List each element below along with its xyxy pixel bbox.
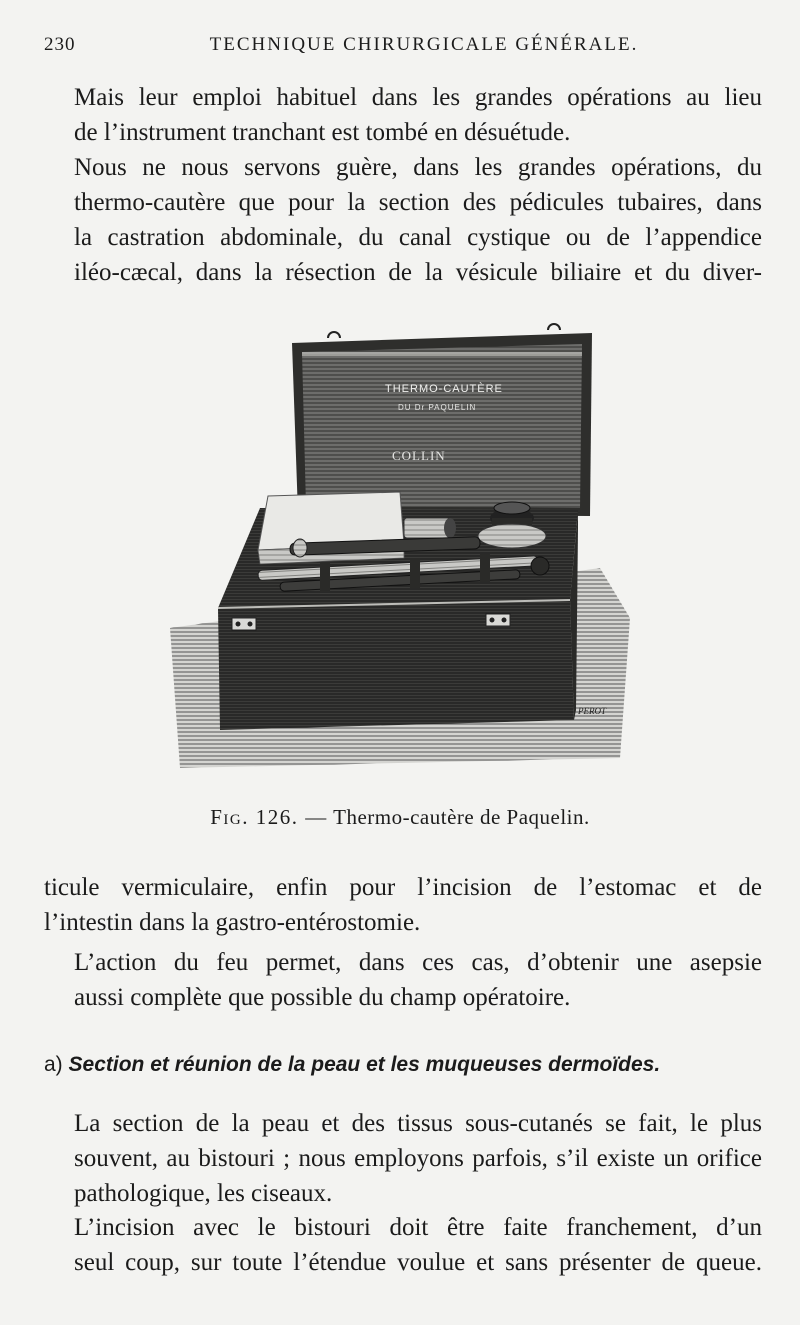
section-heading	[44, 1053, 774, 1077]
paragraph-3	[44, 870, 762, 940]
latch-left	[232, 618, 256, 630]
lid-lining	[302, 344, 582, 508]
text-line: Nous ne nous servons guère, dans les grandes opérations, du	[74, 154, 762, 181]
page-number: 230	[44, 34, 76, 55]
text-line: L’incision avec le bistouri doit être faite franchement, d’un	[74, 1214, 762, 1241]
lid-hinge-ring	[548, 324, 560, 330]
latch-right	[486, 614, 510, 626]
case-front	[218, 600, 574, 730]
section-title: Section et réunion de la peau et les muqueuses dermoïdes.	[68, 1053, 661, 1076]
figure-caption	[0, 805, 800, 830]
paragraph-5	[44, 1106, 762, 1211]
lid-title: THERMO-CAUTÈRE	[385, 383, 503, 395]
lid-maker: COLLIN	[392, 448, 446, 463]
text-line: seul coup, sur toute l’étendue voulue et sans présenter de queue.	[74, 1249, 762, 1276]
paragraph-1	[44, 80, 762, 150]
text-line: Mais leur emploi habituel dans les grandes opérations au lieu	[74, 84, 762, 111]
text-line: aussi complète que possible du champ opératoire.	[74, 984, 571, 1011]
lid-hinge-ring	[328, 332, 340, 338]
section-label: a)	[44, 1053, 63, 1076]
text-line: thermo-cautère que pour la section des pédicules tubaires, dans	[74, 189, 762, 216]
thermo-cautery-engraving	[160, 318, 640, 788]
lid-subtitle: DU Dr PAQUELIN	[398, 403, 477, 412]
text-line: iléo-cæcal, dans la résection de la vésicule biliaire et du diver-	[74, 259, 762, 286]
paragraph-2	[44, 150, 762, 290]
paragraph-6	[44, 1210, 762, 1280]
paragraph-4	[44, 945, 762, 1015]
text-line: souvent, au bistouri ; nous employons parfois, s’il existe un orifice	[74, 1145, 762, 1172]
caption-text: Thermo-cautère de Paquelin.	[333, 805, 590, 829]
text-line: ticule vermiculaire, enfin pour l’incision de l’estomac et de	[44, 874, 762, 901]
text-line: L’action du feu permet, dans ces cas, d’obtenir une asepsie	[74, 949, 762, 976]
text-line: l’intestin dans la gastro-entérostomie.	[44, 909, 421, 936]
text-line: la castration abdominale, du canal cystique ou de l’appendice	[74, 224, 762, 251]
running-header	[44, 34, 764, 60]
engraver-signature: PEROT	[578, 706, 606, 716]
text-line: de l’instrument tranchant est tombé en désuétude.	[74, 119, 571, 146]
burner-cylinder	[404, 518, 450, 538]
text-line: pathologique, les ciseaux.	[74, 1180, 333, 1207]
caption-label: Fig. 126. —	[210, 805, 328, 829]
text-line: La section de la peau et des tissus sous-cutanés se fait, le plus	[74, 1110, 762, 1137]
running-title: TECHNIQUE CHIRURGICALE GÉNÉRALE.	[209, 34, 639, 55]
